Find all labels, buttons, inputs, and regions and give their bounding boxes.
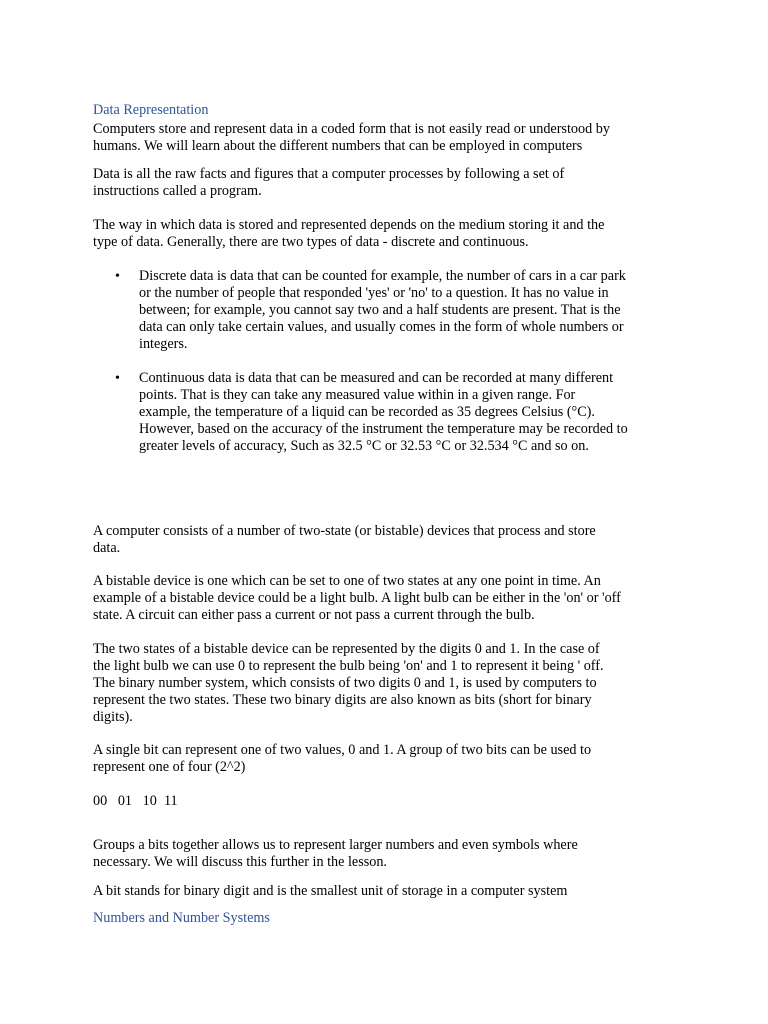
paragraph-groups-of-bits-line-2: necessary. We will discuss this further in the lesson.: [93, 854, 387, 870]
list-item-line: Discrete data is data that can be counted for example, the number of cars in a car park: [139, 268, 626, 284]
list-item-line: example, the temperature of a liquid can be recorded as 35 degrees Celsius (°C).: [139, 404, 595, 420]
paragraph-intro-line-1: Computers store and represent data in a coded form that is not easily read or understood by: [93, 121, 610, 137]
paragraph-bistable-definition-line-3: state. A circuit can either pass a current or not pass a current through the bulb.: [93, 607, 535, 623]
list-item-line: data can only take certain values, and usually comes in the form of whole numbers or: [139, 319, 624, 335]
paragraph-data-types-line-2: type of data. Generally, there are two types of data - discrete and continuous.: [93, 234, 529, 250]
paragraph-binary-states-line-4: represent the two states. These two binary digits are also known as bits (short for binary: [93, 692, 592, 708]
list-item-line: integers.: [139, 336, 188, 352]
paragraph-data-definition-line-1: Data is all the raw facts and figures that a computer processes by following a set of: [93, 166, 565, 182]
paragraph-bistable-definition-line-1: A bistable device is one which can be set to one of two states at any one point in time. An: [93, 573, 601, 589]
paragraph-groups-of-bits-line-1: Groups a bits together allows us to represent larger numbers and even symbols where: [93, 837, 578, 853]
paragraph-binary-states-line-2: the light bulb we can use 0 to represent the bulb being 'on' and 1 to represent it being ' off.: [93, 658, 604, 674]
paragraph-intro-line-2: humans. We will learn about the different numbers that can be employed in computers: [93, 138, 583, 154]
paragraph-single-bit-line-1: A single bit can represent one of two values, 0 and 1. A group of two bits can be used to: [93, 742, 592, 758]
list-item-line: or the number of people that responded 'yes' or 'no' to a question. It has no value in: [139, 285, 609, 301]
heading-numbers-and-number-systems: Numbers and Number Systems: [93, 910, 270, 926]
heading-data-representation: Data Representation: [93, 102, 209, 118]
list-item-text: [139, 268, 685, 353]
bullet-marker: •: [115, 269, 120, 284]
paragraph-data-types-line-1: The way in which data is stored and represented depends on the medium storing it and the: [93, 217, 605, 233]
paragraph-bistable-devices-line-1: A computer consists of a number of two-state (or bistable) devices that process and store: [93, 523, 596, 539]
paragraph-bistable-definition-line-2: example of a bistable device could be a light bulb. A light bulb can be either in the 'on' or 'off: [93, 590, 621, 606]
bullet-marker: •: [115, 371, 120, 386]
paragraph-binary-states-line-3: The binary number system, which consists of two digits 0 and 1, is used by computers to: [93, 675, 597, 691]
list-item-line: However, based on the accuracy of the instrument the temperature may be recorded to: [139, 421, 628, 437]
paragraph-bistable-devices-line-2: data.: [93, 540, 121, 556]
paragraph-binary-states-line-1: The two states of a bistable device can be represented by the digits 0 and 1. In the case of: [93, 641, 600, 657]
paragraph-data-definition-line-2: instructions called a program.: [93, 183, 262, 199]
list-item-line: points. That is they can take any measured value within in a given range. For: [139, 387, 576, 403]
paragraph-binary-states-line-5: digits).: [93, 709, 133, 725]
list-item-text: [139, 370, 685, 455]
paragraph-bit-definition: A bit stands for binary digit and is the smallest unit of storage in a computer system: [93, 883, 568, 899]
list-item-line: Continuous data is data that can be measured and can be recorded at many different: [139, 370, 614, 386]
binary-combinations: 00 01 10 11: [93, 793, 178, 809]
paragraph-single-bit-line-2: represent one of four (2^2): [93, 759, 246, 775]
list-item-line: greater levels of accuracy, Such as 32.5 °C or 32.53 °C or 32.534 °C and so on.: [139, 438, 589, 454]
list-item-line: between; for example, you cannot say two and a half students are present. That is the: [139, 302, 621, 318]
